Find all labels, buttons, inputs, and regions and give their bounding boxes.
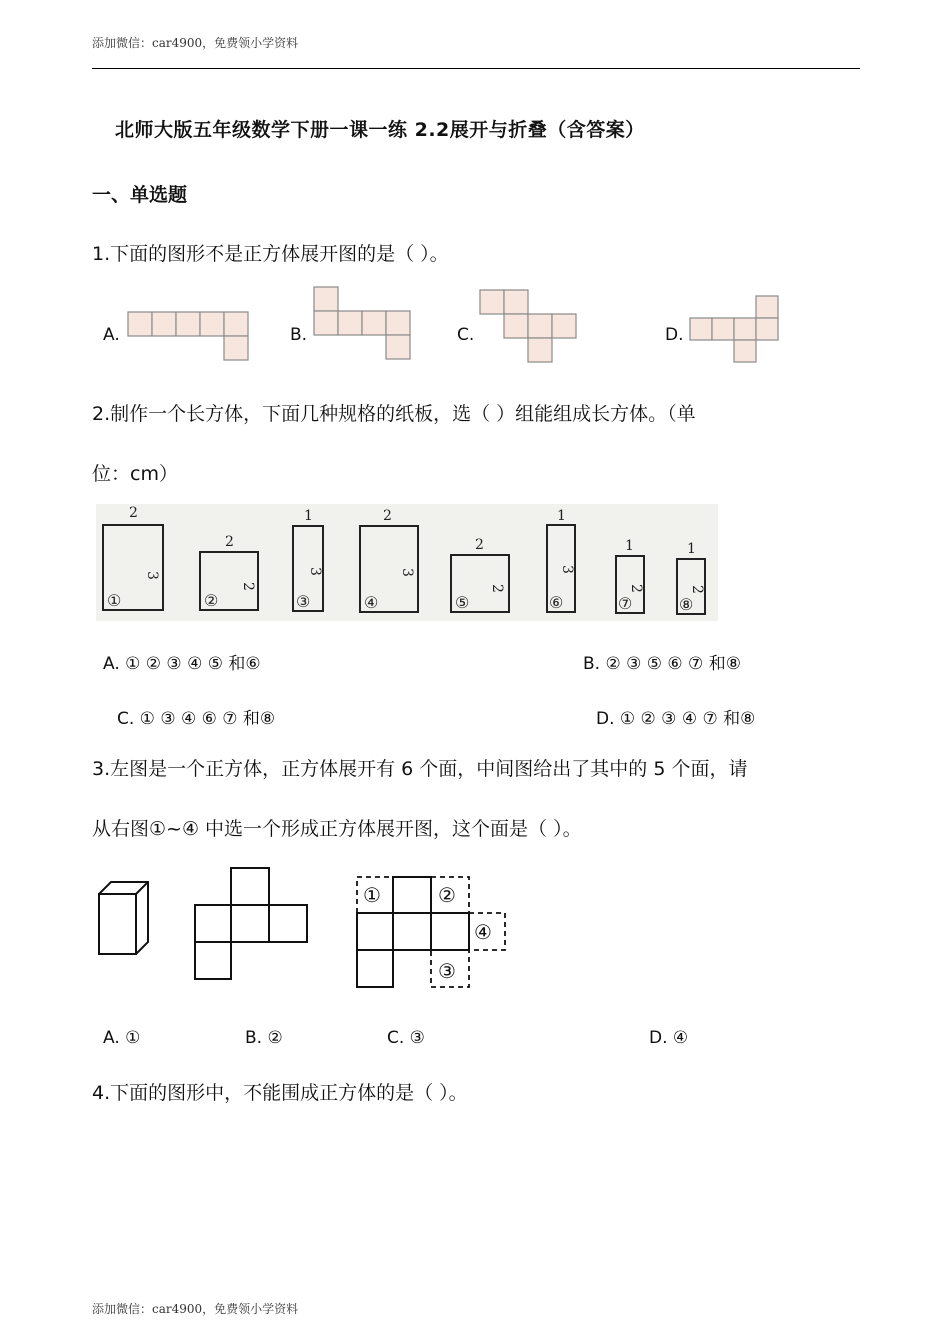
q2-option-c[interactable]: C. ① ③ ④ ⑥ ⑦ 和⑧	[117, 709, 276, 729]
q3-option-c[interactable]: C. ③	[387, 1028, 425, 1048]
q3-partial-net	[193, 866, 313, 981]
board-3-top-dim: 1	[304, 508, 313, 524]
board-6-number: ⑥	[549, 593, 564, 612]
board-1-top-dim: 2	[129, 505, 138, 521]
q1-option-a-label[interactable]: A.	[103, 325, 120, 345]
q2-option-d[interactable]: D. ① ② ③ ④ ⑦ 和⑧	[596, 709, 756, 729]
board-7-side-dim: 2	[628, 584, 644, 593]
document-title: 北师大版五年级数学下册一课一练 2.2展开与折叠（含答案）	[115, 119, 645, 141]
q2-option-a[interactable]: A. ① ② ③ ④ ⑤ 和⑥	[103, 654, 261, 674]
board-3-number: ③	[296, 592, 311, 611]
header-note: 添加微信：car4900，免费领小学资料	[92, 36, 299, 50]
section-title: 一、单选题	[92, 184, 188, 206]
board-2-number: ②	[204, 591, 219, 610]
board-8-number: ⑧	[679, 595, 694, 614]
board-6-side-dim: 3	[559, 565, 575, 574]
q3-label-2: ②	[438, 883, 456, 907]
q3-label-3: ③	[438, 959, 456, 983]
q3-choice-net	[353, 874, 513, 994]
q1-net-a	[128, 312, 253, 364]
q1-net-d	[690, 296, 785, 366]
board-2-top-dim: 2	[225, 534, 234, 550]
board-8-top-dim: 1	[687, 541, 696, 557]
header-divider	[92, 68, 860, 69]
q3-label-1: ①	[363, 883, 381, 907]
board-2-side-dim: 2	[240, 582, 256, 591]
board-5-side-dim: 2	[489, 584, 505, 593]
board-7-top-dim: 1	[625, 538, 634, 554]
q3-option-d[interactable]: D. ④	[649, 1028, 689, 1048]
q1-net-c	[480, 290, 580, 365]
q3-option-a[interactable]: A. ①	[103, 1028, 141, 1048]
question-1-text: 1.下面的图形不是正方体展开图的是（ ）。	[92, 243, 449, 265]
q3-label-4: ④	[474, 920, 492, 944]
question-2-text-line2: 位：cm）	[92, 463, 178, 485]
q1-option-d-label[interactable]: D.	[665, 325, 684, 345]
footer-note: 添加微信：car4900，免费领小学资料	[92, 1302, 299, 1316]
question-4-text: 4.下面的图形中，不能围成正方体的是（ ）。	[92, 1082, 468, 1104]
board-3-side-dim: 3	[307, 567, 323, 576]
board-6-top-dim: 1	[557, 508, 566, 524]
question-3-text-line2: 从右图①~④ 中选一个形成正方体展开图，这个面是（ ）。	[92, 818, 582, 840]
q2-option-b[interactable]: B. ② ③ ⑤ ⑥ ⑦ 和⑧	[583, 654, 741, 674]
board-1-number: ①	[107, 591, 122, 610]
q1-option-b-label[interactable]: B.	[290, 325, 308, 345]
board-8-side-dim: 2	[689, 585, 705, 594]
question-2-text-line1: 2.制作一个长方体，下面几种规格的纸板，选（ ）组能组成长方体。（单	[92, 403, 696, 425]
board-4-number: ④	[364, 593, 379, 612]
q2-board-photo	[96, 504, 718, 621]
question-3-text-line1: 3.左图是一个正方体，正方体展开有 6 个面，中间图给出了其中的 5 个面，请	[92, 758, 748, 780]
board-4-top-dim: 2	[383, 508, 392, 524]
board-7-number: ⑦	[618, 594, 633, 613]
board-4-side-dim: 3	[399, 568, 415, 577]
board-1-side-dim: 3	[144, 571, 160, 580]
q1-option-c-label[interactable]: C.	[457, 325, 475, 345]
q3-option-b[interactable]: B. ②	[245, 1028, 283, 1048]
board-5-top-dim: 2	[475, 537, 484, 553]
q1-net-b	[314, 287, 419, 365]
q3-cube-figure	[96, 876, 156, 958]
board-5-number: ⑤	[455, 593, 470, 612]
